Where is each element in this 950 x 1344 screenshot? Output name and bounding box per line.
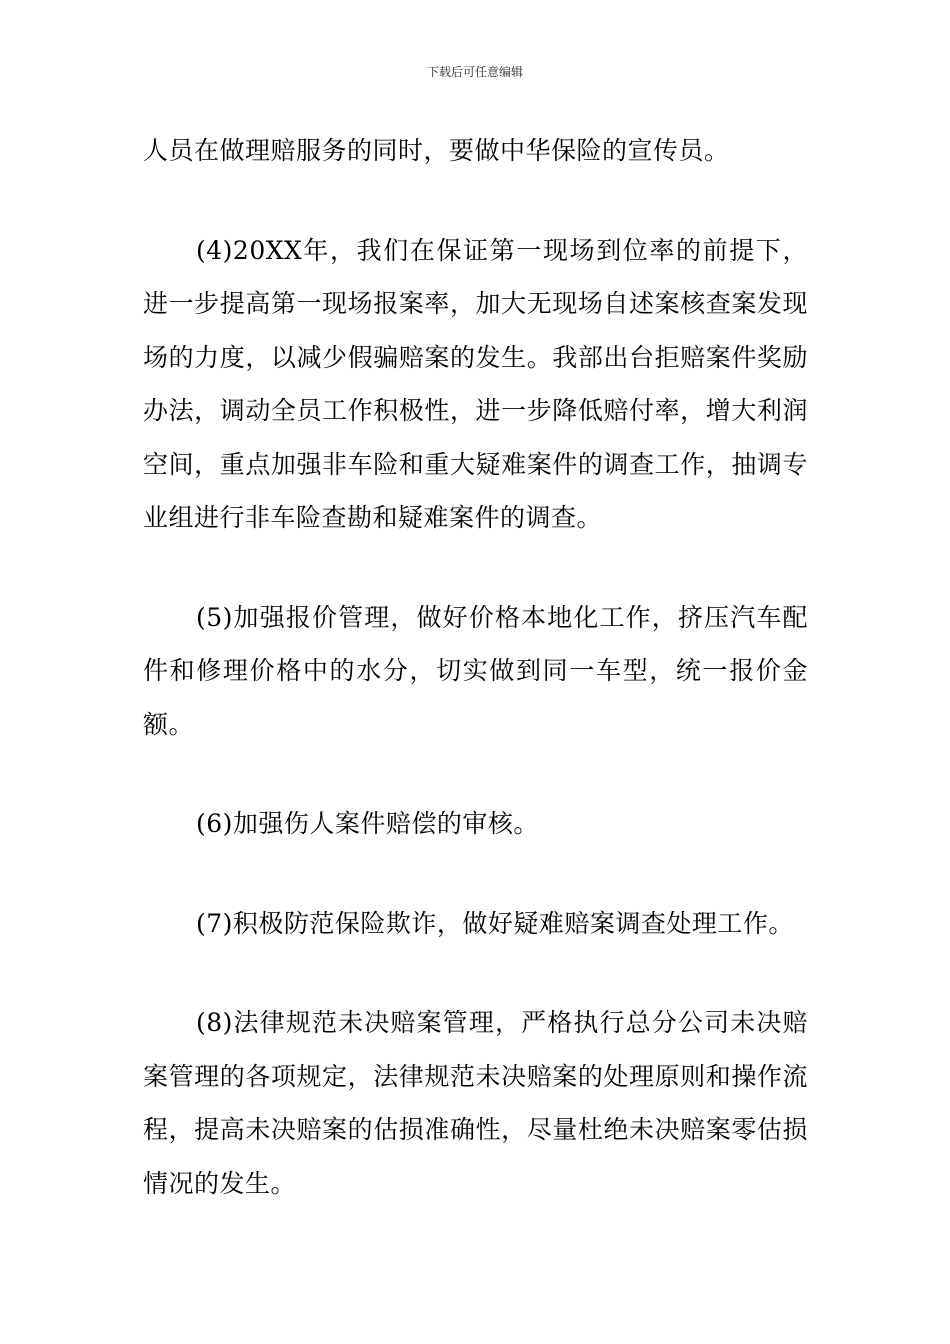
paragraph-item-4: (4)20XX年，我们在保证第一现场到位率的前提下，进一步提高第一现场报案率，加大无现场自述案核查案发现场的力度，以减少假骗赔案的发生。我部出台拒赔案件奖励办法，调动全员工作积极性，进一步降低赔付率，增大利润空间，重点加强非车险和重大疑难案件的调查工作，抽调专业组进行非车险查勘和疑难案件的调查。 [143, 235, 808, 532]
paragraph-continuation: 人员在做理赔服务的同时，要做中华保险的宣传员。 [143, 136, 730, 165]
paragraph-item-8: (8)法律规范未决赔案管理，严格执行总分公司未决赔案管理的各项规定，法律规范未决赔案的处理原则和操作流程，提高未决赔案的估损准确性，尽量杜绝未决赔案零估损情况的发生。 [143, 1008, 808, 1198]
document-body [143, 124, 808, 1210]
paragraph-item-7: (7)积极防范保险欺诈，做好疑难赔案调查处理工作。 [196, 908, 794, 938]
page-header-note: 下载后可任意编辑 [426, 65, 523, 79]
paragraph-item-6: (6)加强伤人案件赔偿的审核。 [196, 809, 539, 838]
paragraph-item-5: (5)加强报价管理，做好价格本地化工作，挤压汽车配件和修理价格中的水分，切实做到同一车型，统一报价金额。 [143, 602, 808, 739]
